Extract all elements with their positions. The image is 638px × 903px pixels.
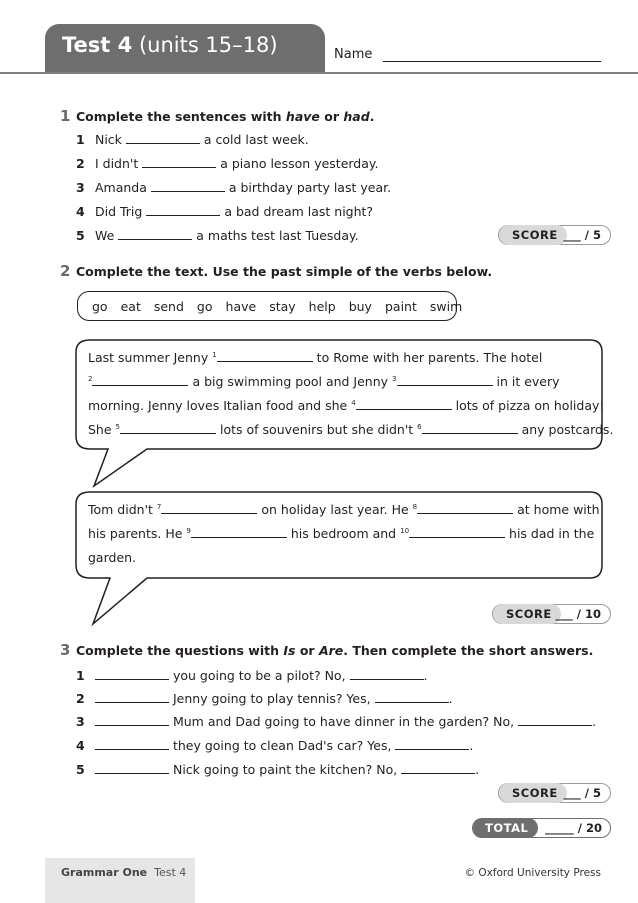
footer-book-label: Grammar One Test 4 <box>61 866 187 879</box>
q3-item-1: 1 you going to be a pilot? No, . <box>76 668 428 683</box>
total-value: _____ / 20 <box>545 821 602 835</box>
word-item: stay <box>269 298 296 314</box>
q1-item-1: 1 Nick a cold last week. <box>76 132 309 147</box>
score-label: SCORE <box>499 225 567 245</box>
q2-score-badge <box>492 604 611 624</box>
q3-item-4: 4 they going to clean Dad's car? Yes, . <box>76 738 474 753</box>
word-item: send <box>153 298 184 314</box>
q3-item-3: 3 Mum and Dad going to have dinner in the garden? No, . <box>76 714 597 729</box>
word-item: buy <box>348 298 372 314</box>
q3-answer-blank-5[interactable] <box>401 762 475 774</box>
bubble2-line-3: garden. <box>88 550 137 565</box>
word-item: eat <box>120 298 141 314</box>
q3-instruction: Complete the questions with Is or Are. Then complete the short answers. <box>76 643 594 658</box>
q3-question-blank-5[interactable] <box>95 762 169 774</box>
units-label: (units 15–18) <box>138 33 278 57</box>
footer-tab <box>45 858 195 903</box>
q1-item-2: 2 I didn't a piano lesson yesterday. <box>76 156 379 171</box>
q2-blank-6[interactable] <box>422 422 518 434</box>
footer-copyright: © Oxford University Press <box>464 867 601 879</box>
q2-blank-10[interactable] <box>409 526 505 538</box>
q2-blank-5[interactable] <box>120 422 216 434</box>
q2-instruction: Complete the text. Use the past simple of the verbs below. <box>76 264 493 279</box>
bubble2-line-2: his parents. He $^9$ his bedroom and $^{10}$ his dad in the <box>88 526 595 541</box>
q3-item-2: 2 Jenny going to play tennis? Yes, . <box>76 691 453 706</box>
word-item: go <box>92 298 108 314</box>
q2-blank-1[interactable] <box>217 350 313 362</box>
total-score-badge <box>472 818 611 838</box>
q1-item-4: 4 Did Trig a bad dream last night? <box>76 204 374 219</box>
name-label: Name <box>334 47 373 62</box>
q2-blank-8[interactable] <box>417 502 513 514</box>
q3-answer-blank-4[interactable] <box>395 738 469 750</box>
q2-blank-9[interactable] <box>191 526 287 538</box>
bubble1-line-1: Last summer Jenny $^1$ to Rome with her parents. The hotel <box>88 350 543 365</box>
q2-blank-3[interactable] <box>397 374 493 386</box>
q3-answer-blank-2[interactable] <box>375 691 449 703</box>
bubble2-line-1: Tom didn't $^7$ on holiday last year. He $^8$ at home with <box>88 502 600 517</box>
word-item: have <box>225 298 257 314</box>
q1-item-3: 3 Amanda a birthday party last year. <box>76 180 392 195</box>
bubble1-line-3: morning. Jenny loves Italian food and she $^4$ lots of pizza on holiday! <box>88 398 605 413</box>
q1-number: 1 <box>60 107 71 125</box>
total-label: TOTAL <box>473 818 538 838</box>
q1-instruction: Complete the sentences with have or had. <box>76 109 375 124</box>
word-item: help <box>308 298 336 314</box>
word-item: go <box>196 298 213 314</box>
test-label: Test 4 <box>62 33 133 57</box>
q1-item-5: 5 We a maths test last Tuesday. <box>76 228 359 243</box>
score-label: SCORE <box>493 604 561 624</box>
q3-question-blank-3[interactable] <box>95 714 169 726</box>
q3-answer-blank-3[interactable] <box>518 714 592 726</box>
score-label: SCORE <box>499 783 567 803</box>
q3-number: 3 <box>60 641 71 659</box>
q2-blank-4[interactable] <box>356 398 452 410</box>
q3-question-blank-4[interactable] <box>95 738 169 750</box>
word-item: swim <box>429 298 463 314</box>
bubble1-line-2: $^2$ a big swimming pool and Jenny $^3$ in it every <box>88 374 560 389</box>
q2-blank-2[interactable] <box>92 374 188 386</box>
q3-answer-blank-1[interactable] <box>350 668 424 680</box>
bubble1-line-4: She $^5$ lots of souvenirs but she didn't $^6$ any postcards. <box>88 422 614 437</box>
q3-question-blank-1[interactable] <box>95 668 169 680</box>
score-value: ___ / 5 <box>563 786 601 800</box>
q3-item-5: 5 Nick going to paint the kitchen? No, . <box>76 762 480 777</box>
score-value: ___ / 10 <box>555 607 601 621</box>
score-value: ___ / 5 <box>563 228 601 242</box>
q2-blank-7[interactable] <box>161 502 257 514</box>
word-item: paint <box>384 298 417 314</box>
q3-question-blank-2[interactable] <box>95 691 169 703</box>
q3-score-badge <box>498 783 611 803</box>
q2-number: 2 <box>60 262 71 280</box>
